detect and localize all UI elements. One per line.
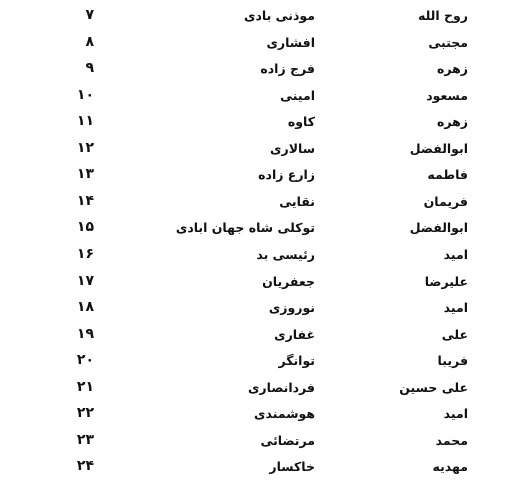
table-row — [0, 2, 530, 29]
first-name: مسعود — [426, 88, 468, 103]
last-name: زارع زاده — [258, 167, 315, 182]
table-row — [0, 294, 530, 321]
first-name: علیرضا — [424, 274, 468, 289]
table-row — [0, 427, 530, 454]
table-row — [0, 29, 530, 56]
row-number: ۱۵ — [76, 219, 94, 235]
first-name: ابوالفضل — [409, 141, 468, 156]
table-row — [0, 188, 530, 215]
first-name: امید — [443, 300, 468, 315]
last-name: غفاری — [274, 327, 315, 342]
first-name: روح الله — [418, 8, 468, 23]
row-number: ۲۴ — [76, 458, 94, 474]
first-name: زهره — [436, 61, 468, 76]
first-name: امید — [443, 247, 468, 262]
row-number: ۱۷ — [76, 273, 94, 289]
last-name: مرتضائی — [260, 433, 315, 448]
last-name: رئیسی بد — [256, 247, 315, 262]
row-number: ۷ — [85, 7, 94, 23]
first-name: مهدیه — [432, 459, 468, 474]
table-row — [0, 374, 530, 401]
table-row — [0, 55, 530, 82]
row-number: ۹ — [85, 60, 94, 76]
first-name: ابوالفضل — [409, 220, 468, 235]
table-row — [0, 241, 530, 268]
table-row — [0, 161, 530, 188]
first-name: فاطمه — [427, 167, 468, 182]
table-row — [0, 108, 530, 135]
last-name: موذنی بادی — [244, 8, 315, 23]
first-name: زهره — [436, 114, 468, 129]
row-number: ۲۰ — [76, 352, 94, 368]
last-name: سالاری — [270, 141, 315, 156]
table-row — [0, 82, 530, 109]
row-number: ۱۴ — [76, 193, 94, 209]
row-number: ۱۶ — [76, 246, 94, 262]
row-number: ۱۹ — [76, 326, 94, 342]
first-name: علی حسین — [399, 380, 468, 395]
last-name: توکلی شاه جهان ابادی — [175, 220, 315, 235]
first-name: فریبا — [437, 353, 468, 368]
row-number: ۸ — [85, 34, 94, 50]
table-row — [0, 214, 530, 241]
last-name: نوروزی — [268, 300, 315, 315]
table-row — [0, 347, 530, 374]
row-number: ۲۳ — [76, 432, 94, 448]
row-number: ۲۲ — [76, 405, 94, 421]
last-name: کاوه — [287, 114, 315, 129]
last-name: نقایی — [279, 194, 315, 209]
table-row — [0, 453, 530, 480]
last-name: افشاری — [266, 35, 315, 50]
table-row — [0, 321, 530, 348]
row-number: ۲۱ — [76, 379, 94, 395]
last-name: هوشمندی — [254, 406, 315, 421]
table-row — [0, 135, 530, 162]
last-name: فردانصاری — [247, 380, 315, 395]
table-row — [0, 400, 530, 427]
last-name: امینی — [280, 88, 315, 103]
row-number: ۱۲ — [76, 140, 94, 156]
last-name: خاکسار — [269, 459, 315, 474]
last-name: جعفریان — [262, 274, 315, 289]
first-name: امید — [443, 406, 468, 421]
last-name: توانگر — [278, 353, 315, 368]
table-row — [0, 268, 530, 295]
row-number: ۱۸ — [76, 299, 94, 315]
last-name: فرج زاده — [260, 61, 315, 76]
row-number: ۱۰ — [76, 87, 94, 103]
first-name: علی — [441, 327, 468, 342]
first-name: فریمان — [423, 194, 468, 209]
first-name: مجتبی — [428, 35, 468, 50]
row-number: ۱۳ — [76, 166, 94, 182]
row-number: ۱۱ — [76, 113, 94, 129]
first-name: محمد — [435, 433, 468, 448]
